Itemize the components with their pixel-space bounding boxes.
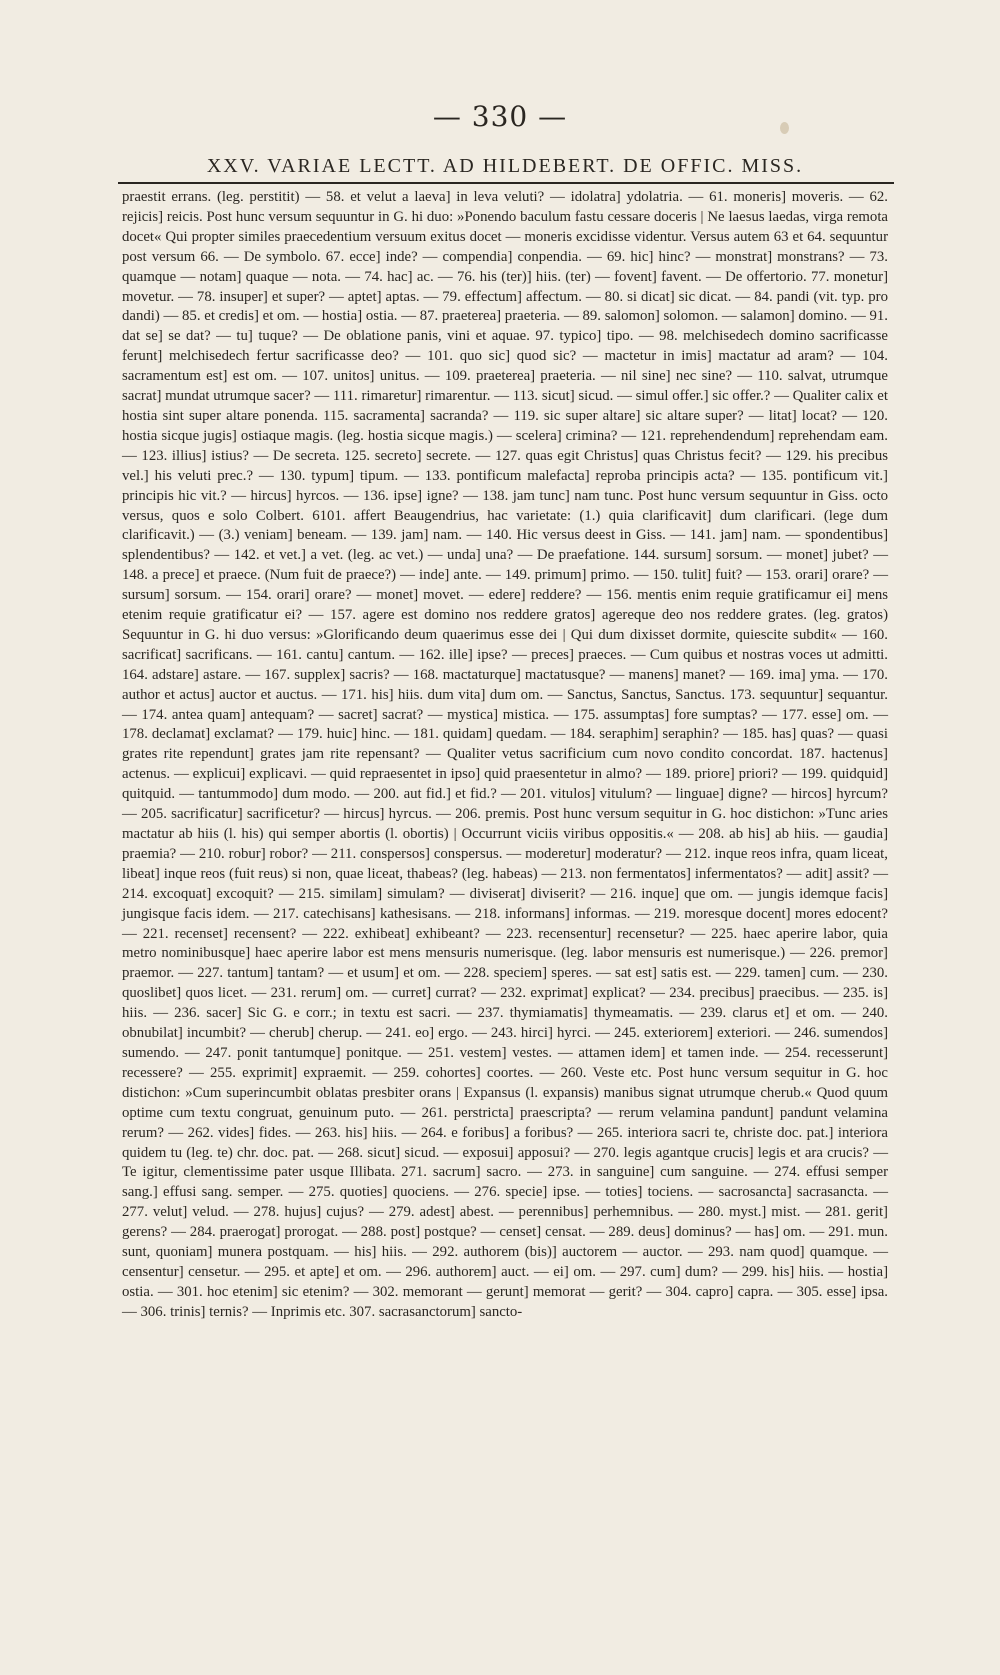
page-number: — 330 —: [432, 100, 568, 133]
apparatus-paragraph: praestit errans. (leg. perstitit) — 58. et velut a laeva] in leva veluti? — idolatra] ydolatria. — 61. moneris] moveris. — 62. rejicis] reicis. Post hunc versum sequuntur in G. hi duo: »Ponendo baculum fastu cessare doceris | Ne laesus laedas, virga remota docet« Qui propter similes praecedentium versuum exitus docet — moneris excidisse videntur. Versus autem 63 et 64. sequuntur post versum 66. — De symbolo. 67. ecce] inde? — compendia] conpendia. — 69. hic] hinc? — monstrat] monstrans? — 73. quamque — notam] quaque — nota. — 74. hac] ac. — 76. his (ter)] hiis. (ter) — fovent] favent. — De offertorio. 77. monetur] movetur. — 78. insuper] et super? — aptet] aptas. — 79. effectum] affectum. — 80. si dicat] sic dicat. — 84. pandi (vit. typ. pro dandi) — 85. et credis] et om. — hostia] ostia. — 87. praeterea] praeteria. — 89. salomon] solomon. — salamon] domino. — 91. dat se] se dat? — tu] tuque? — De oblatione panis, vini et aquae. 97. typico] tipo. — 98. melchisedech domino sacrificasse ferunt] melchisedech fertur sacrificasse deo? — 101. quo sic] quod sic? — mactetur in imis] mactatur ad aram? — 104. sacramentum est] est om. — 107. unitos] unitus. — 109. praeterea] praeteria. — nil sine] nec sine? — 110. salvat, utrumque sacrat] mundat utrumque sacer? — 111. rimaretur] rimarentur. — 113. sicut] sicud. — simul offer.] sic offer.? — Qualiter calix et hostia sint super altare ponenda. 115. sacramenta] sacranda? — 119. sic super altare] sic altare super? — litat] locat? — 120. hostia sicque jugis] ostiaque magis. (leg. hostia sicque magis.) — scelera] crimina? — 121. reprehendendum] reprehendam eam. — 123. illius] istius? — De secreta. 125. secreto] secrete. — 127. quas egit Christus] quas Christus fecit? — 129. his precibus vel.] his veluti prec.? — 130. typum] tipum. — 133. pontificum malefacta] reproba principis acta? — 135. pontificum vit.] principis hic vit.? — hircus] hyrcos. — 136. ipse] igne? — 138. jam tunc] nam tunc. Post hunc versum sequuntur in Giss. octo versus, quos e solo Colbert. 6101. affert Beaugendrius, hac varietate: (1.) quia clarificavit] dum clarificari. (lege dum clarificavit.) — (3.) veniam] beneam. — 139. jam] nam. — 140. Hic versus deest in Giss. — 141. jam] nam. — spondentibus] splendentibus? — 142. et vet.] a vet. (leg. ac vet.) — unda] una? — De praefatione. 144. sursum] sorsum. — monet] jubet? — 148. a prece] et praece. (Num fuit de praece?) — inde] ante. — 149. primum] primo. — 150. tulit] fuit? — 153. orari] orare? — sursum] sorsum. — 154. orari] orare? — monet] movet. — edere] reddere? — 156. mentis enim requie gratificamur ei] mens etenim requie gratificatur ei? — 157. agere est domino nos reddere gratos] agereque deo nos reddere grates. (leg. gratos) Sequuntur in G. hi duo versus: »Glorificando deum quaerimus esse dei | Qui dum dixisset dormite, quiescite subdit« — 160. sacrificat] sacrificans. — 161. cantu] cantum. — 162. ille] ipse? — preces] praeces. — Cum quibus et nostras voces ut admitti. 164. adstare] astare. — 167. supplex] sacris? — 168. mactaturque] mactatusque? — manens] manet? — 169. ima] yma. — 170. author et actus] auctor et auctus. — 171. his] hiis. dum vita] dum om. — Sanctus, Sanctus, Sanctus. 173. sequuntur] sequantur. — 174. antea quam] antequam? — sacret] sacrat? — mystica] mistica. — 175. assumptas] fore sumptas? — 177. esse] om. — 178. declamat] exclamat? — 179. huic] hinc. — 181. quidam] quedam. — 184. seraphim] seraphin? — 185. has] quas? — quasi grates rite rependunt] grates jam rite repensant? — Qualiter vetus sacrificium cum novo condito concordat. 187. hactenus] actenus. — explicui] explicavi. — quid repraesentet in ipso] quid praesentetur in almo? — 189. priore] priori? — 199. quidquid] quitquid. — tantummodo] dum modo. — 200. aut fid.] et fid.? — 201. vitulos] vitulum? — linguae] digne? — hircos] hyrcum? — 205. sacrificatur] sacrificetur? — hircus] hyrcus. — 206. premis. Post hunc versum sequitur in G. hoc distichon: »Tunc aries mactatur ab hiis (l. his) qui semper abortis (l. obortis) | Occurrunt viciis viribus oppositis.« — 208. ab his] ab hiis. — gaudia] praemia? — 210. robur] robor? — 211. conspersos] conspersus. — moderetur] moderatur? — 212. inque reos infra, quam liceat, libeat] inque reos (fuit reus) si non, quae liceat, thabeas? (leg. habeas) — 213. non fermentatos] infermentatos? — adit] assit? — 214. excoquat] excoquit? — 215. similam] simulam? — diviserat] diviserit? — 216. inque] que om. — jungis idemque facis] jungisque facis idem. — 217. catechisans] kathesisans. — 218. informans] informas. — 219. moresque docent] mores edocent? — 221. recenset] recensent? — 222. exhibeat] exhibeant? — 223. recensentur] recensetur? — 225. haec aperire labor, quia metro nominibusque] haec aperire labor est mens mensuris numerisque. (leg. labor mensuris est numerisque.) — 226. premor] praemor. — 227. tantum] tantam? — et usum] et om. — 228. speciem] speres. — sat est] satis est. — 229. tamen] cum. — 230. quoslibet] quos licet. — 231. rerum] om. — curret] currat? — 232. exprimat] explicat? — 234. precibus] praecibus. — 235. is] hiis. — 236. sacer] Sic G. e corr.; in textu est sacri. — 237. thymiamatis] thymeamatis. — 239. clarus et] et om. — 240. obnubilat] incumbit? — cherub] cherup. — 241. eo] ergo. — 243. hirci] hyrci. — 245. exteriorem] exteriori. — 246. sumendos] sumendo. — 247. ponit tantumque] ponitque. — 251. vestem] vestes. — attamen idem] et tamen inde. — 254. recesserunt] recessere? — 255. exprimit] expraemit. — 259. cohortes] coortes. — 260. Veste etc. Post hunc versum sequitur in G. hoc distichon: »Cum superincumbit oblatas presbiter orans | Expansus (l. expansis) manibus signat utrumque cherub.« Quod quum optime cum textu congruat, genuinum puto. — 261. perstricta] praescripta? — rerum velamina pandunt] pandunt velamina rerum? — 262. vides] fides. — 263. his] hiis. — 264. e foribus] a foribus? — 265. interiora sacri te, christe doc. pat.] interiora quidem tu (leg. te) chr. doc. pat. — 268. sicut] sicud. — exposui] apposui? — 270. legis agantque crucis] legis et ara crucis? — Te igitur, clementissime pater usque Illibata. 271. sacrum] sacro. — 273. in sanguine] cum sanguine. — 274. effusi semper sang.] effusi sang. semper. — 275. quoties] quociens. — 276. specie] ipse. — toties] tociens. — sacrosancta] sacrasancta. — 277. velut] velud. — 278. hujus] cujus? — 279. adest] abest. — perennibus] perhemnibus. — 280. myst.] mist. — 281. gerit] gerens? — 284. praerogat] prorogat. — 288. post] postque? — censet] censat. — 289. deus] dominus? — has] om. — 291. mun. sunt, quoniam] munera postquam. — his] hiis. — 292. authorem (bis)] auctorem — auctor. — 293. nam quod] quamque. — censentur] censetur. — 295. et apte] et om. — 296. authorem] auct. — ei] om. — 297. cum] dum? — 299. his] hiis. — hostia] ostia. — 301. hoc etenim] sic etenim? — 302. memorant — gerunt] memorat — gerit? — 304. capro] capra. — 305. esse] ipsa. — 306. trinis] ternis? — Inprimis etc. 307. sacrasanctorum] sancto-: [122, 189, 888, 1320]
critical-apparatus: [122, 188, 888, 1323]
running-head: XXV. VARIAE LECTT. AD HILDEBERT. DE OFFIC. MISS.: [206, 155, 804, 177]
header-rule: [118, 182, 894, 184]
